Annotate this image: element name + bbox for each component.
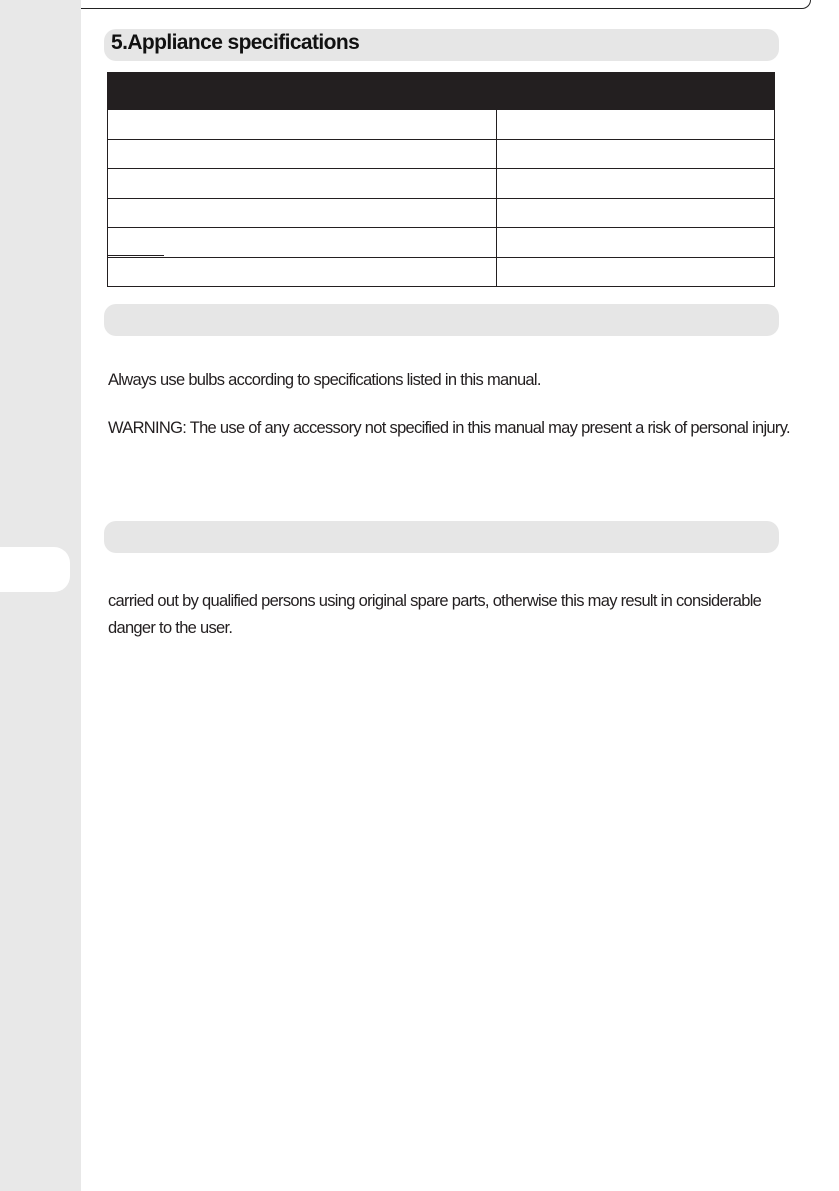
- table-cell-value: [497, 198, 775, 228]
- bulbs-note: Always use bulbs according to specifications listed in this manual.: [108, 371, 541, 389]
- section-header-accessories: [104, 304, 779, 336]
- accessory-warning: WARNING: The use of any accessory not specified in this manual may present a risk of personal injury.: [108, 419, 790, 437]
- table-cell-value: [497, 169, 775, 199]
- table-cell-label: [108, 257, 497, 287]
- table-cell-value: [497, 139, 775, 169]
- table-cell-value: [497, 228, 775, 258]
- specifications-table: [107, 72, 775, 287]
- page-top-rule: [81, 0, 811, 9]
- table-cell-label: [108, 198, 497, 228]
- table-cell-value: [497, 110, 775, 140]
- section-title-specifications: 5.Appliance specifications: [111, 31, 360, 54]
- table-row: [108, 110, 775, 140]
- table-row: [108, 228, 775, 258]
- table-cell-label: [108, 228, 497, 258]
- side-margin-band: [0, 0, 81, 1191]
- table-header-cell: [108, 73, 775, 110]
- table-header-row: [108, 73, 775, 110]
- table-row: [108, 169, 775, 199]
- table-row: [108, 198, 775, 228]
- table-row: [108, 257, 775, 287]
- side-index-tab: [0, 547, 70, 592]
- repair-note: carried out by qualified persons using original spare parts, otherwise this may result in considerable danger to the user.: [108, 592, 762, 637]
- table-cell-value: [497, 257, 775, 287]
- table-cell-label: [108, 139, 497, 169]
- section-header-specifications: [104, 29, 779, 61]
- section-header-repair: [104, 521, 779, 553]
- table-cell-label: [108, 169, 497, 199]
- table-underline-stub: [108, 255, 164, 256]
- table-cell-label: [108, 110, 497, 140]
- table-row: [108, 139, 775, 169]
